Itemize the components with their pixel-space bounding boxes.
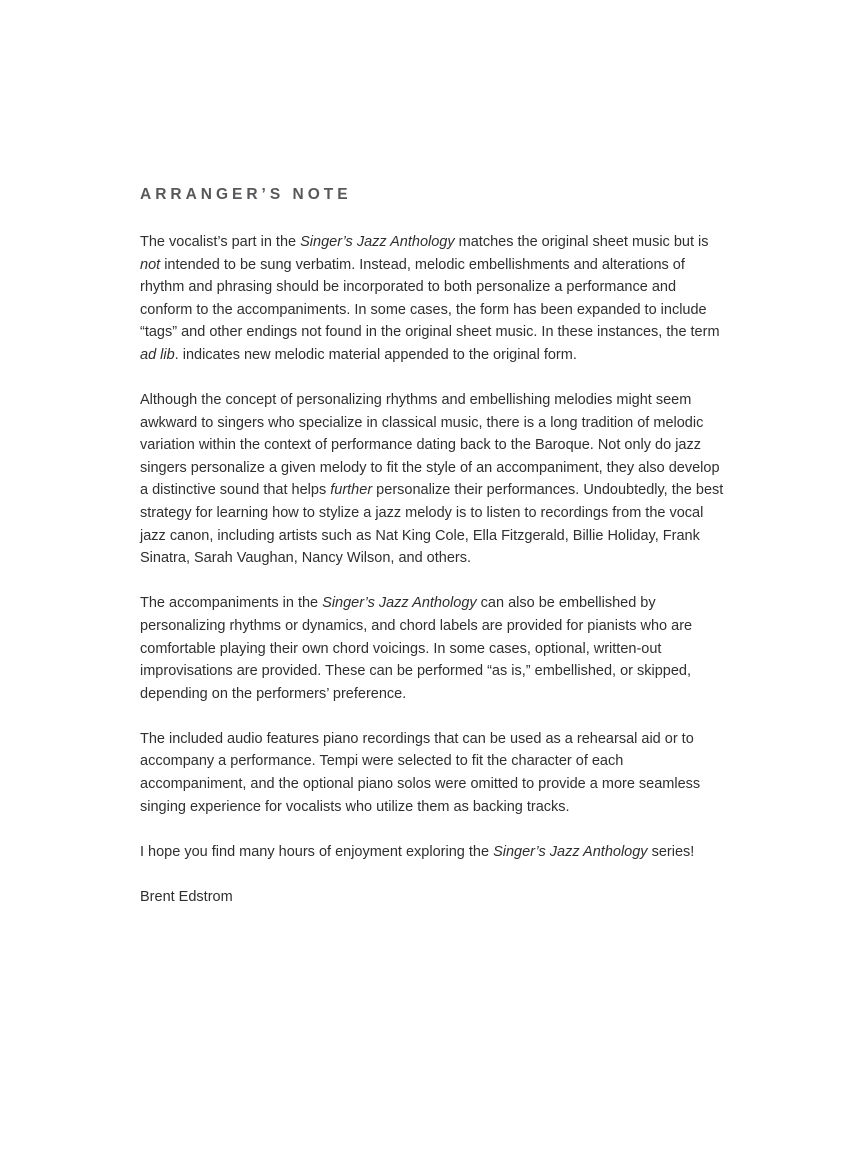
paragraph: I hope you find many hours of enjoyment exploring the Singer’s Jazz Anthology series! [140, 843, 695, 860]
page-title: ARRANGER’S NOTE [140, 186, 352, 203]
paragraph: The included audio features piano recordings that can be used as a rehearsal aid or to accompany a performance. Tempi were selected to fit the character of each accompaniment, and the optional piano solos were omitted to provide a more seamless singing experience for vocalists who utilize them as backing tracks. [140, 730, 701, 815]
signature: Brent Edstrom [140, 888, 233, 905]
paragraph: Although the concept of personalizing rhythms and embellishing melodies might seem awkward to singers who specialize in classical music, there is a long tradition of melodic variation within the context of performance dating back to the Baroque. Not only do jazz singers personalize a given melody to fit the style of an accompaniment, they also develop a distinctive sound that helps further personalize their performances. Undoubtedly, the best strategy for learning how to stylize a jazz melody is to listen to recordings from the vocal jazz canon, including artists such as Nat King Cole, Ella Fitzgerald, Billie Holiday, Frank Sinatra, Sarah Vaughan, Nancy Wilson, and others. [140, 392, 724, 567]
paragraph: The vocalist’s part in the Singer’s Jazz Anthology matches the original sheet music but is not intended to be sung verbatim. Instead, melodic embellishments and alterations of rhythm and phrasing should be incorporated to both personalize a performance and conform to the accompaniments. In some cases, the form has been expanded to include “tags” and other endings not found in the original sheet music. In these instances, the term ad lib. indicates new melodic material appended to the original form. [140, 234, 720, 363]
arrangers-note-page [140, 186, 726, 908]
paragraph: The accompaniments in the Singer’s Jazz Anthology can also be embellished by personalizing rhythms or dynamics, and chord labels are provided for pianists who are comfortable playing their own chord voicings. In some cases, optional, written-out improvisations are provided. These can be performed “as is,” embellished, or skipped, depending on the performers’ preference. [140, 595, 693, 702]
